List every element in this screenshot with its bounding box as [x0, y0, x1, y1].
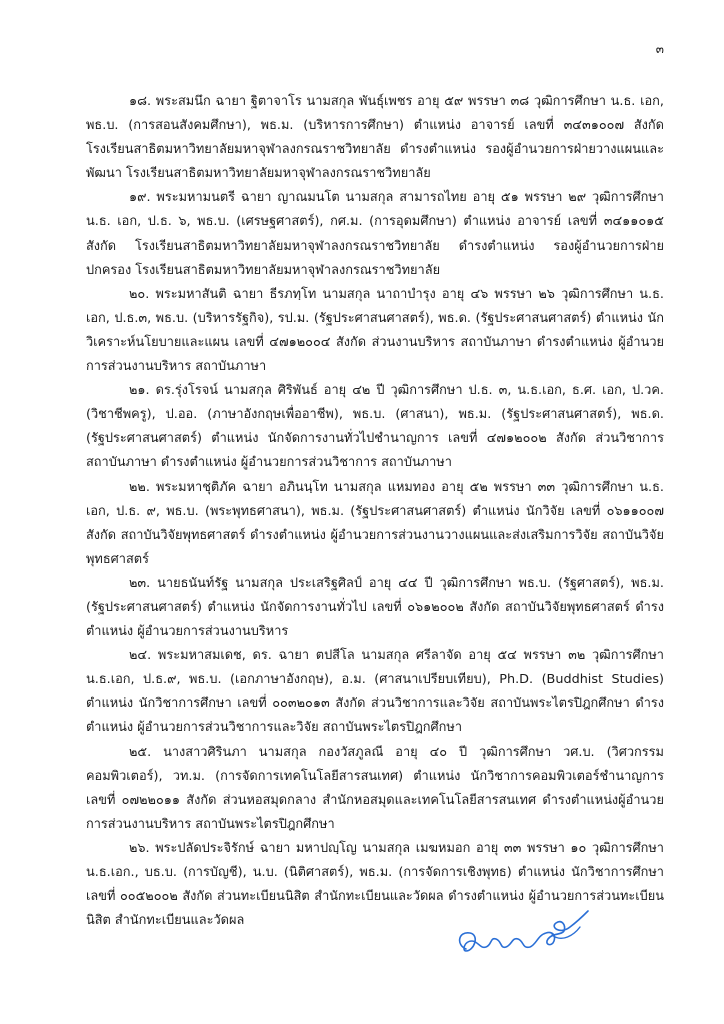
handwritten-signature — [452, 905, 612, 965]
list-item: ๒๒. พระมหาชุติภัค ฉายา อภินนฺโท นามสกุล แหมทอง อายุ ๕๒ พรรษา ๓๓ วุฒิการศึกษา น.ธ. เอก, ป.ธ. ๙, พธ.บ. (พระพุทธศาสนา), พธ.ม. (รัฐประศาสนศาสตร์) ตำแหน่ง นักวิจัย เลขที่ ๐๖๑๑๐๐๗ สังกัด สถาบันวิจัยพุทธศาสตร์ ดำรงตำแหน่ง ผู้อำนวยการส่วนงานวางแผนและส่งเสริมการวิจัย สถาบันวิจัยพุทธศาสตร์ — [86, 479, 664, 567]
page-number: ๓ — [655, 42, 664, 56]
list-item: ๒๔. พระมหาสมเดช, ดร. ฉายา ตปสีโล นามสกุล ศรีลาจัด อายุ ๕๔ พรรษา ๓๒ วุฒิการศึกษา น.ธ.เอก, ป.ธ.๙, พธ.บ. (เอกภาษาอังกฤษ), อ.ม. (ศาสนาเปรียบเทียบ), Ph.D. (Buddhist Studies) ตำแหน่ง นักวิชาการศึกษา เลขที่ ๐๐๓๒๐๑๓ สังกัด ส่วนวิชาการและวิจัย สถาบันพระไตรปิฎกศึกษา ดำรงตำแหน่ง ผู้อำนวยการส่วนวิชาการและวิจัย สถาบันพระไตรปิฎกศึกษา — [86, 648, 664, 736]
list-item: ๑๙. พระมหามนตรี ฉายา ญาณมนโต นามสกุล สามารถไทย อายุ ๕๑ พรรษา ๒๙ วุฒิการศึกษา น.ธ. เอก, ป.ธ. ๖, พธ.บ. (เศรษฐศาสตร์), กศ.ม. (การอุดมศึกษา) ตำแหน่ง อาจารย์ เลขที่ ๓๔๑๑๐๑๕ สังกัด โรงเรียนสาธิตมหาวิทยาลัยมหาจุฬาลงกรณราชวิทยาลัย ดำรงตำแหน่ง รองผู้อำนวยการฝ่ายปกครอง โรงเรียนสาธิตมหาวิทยาลัยมหาจุฬาลงกรณราชวิทยาลัย — [86, 190, 664, 278]
list-item: ๒๖. พระปลัดประจิรักษ์ ฉายา มหาปญฺโญ นามสกุล เมฆหมอก อายุ ๓๓ พรรษา ๑๐ วุฒิการศึกษา น.ธ.เอก., บธ.บ. (การบัญชี), น.บ. (นิติศาสตร์), พธ.ม. (การจัดการเชิงพุทธ) ตำแหน่ง นักวิชาการศึกษา เลขที่ ๐๐๕๒๐๐๒ สังกัด ส่วนทะเบียนนิสิต สำนักทะเบียนและวัดผล ดำรงตำแหน่ง ผู้อำนวยการส่วนทะเบียนนิสิต สำนักทะเบียนและวัดผล — [86, 840, 664, 929]
list-item: ๑๘. พระสมนึก ฉายา ฐิตาจาโร นามสกุล พันธุ์เพชร อายุ ๕๙ พรรษา ๓๘ วุฒิการศึกษา น.ธ. เอก, พธ.บ. (การสอนสังคมศึกษา), พธ.ม. (บริหารการศึกษา) ตำแหน่ง อาจารย์ เลขที่ ๓๔๓๑๐๐๗ สังกัด โรงเรียนสาธิตมหาวิทยาลัยมหาจุฬาลงกรณราชวิทยาลัย ดำรงตำแหน่ง รองผู้อำนวยการฝ่ายวางแผนและพัฒนา โรงเรียนสาธิตมหาวิทยาลัยมหาจุฬาลงกรณราชวิทยาลัย — [86, 94, 664, 182]
list-item: ๒๑. ดร.รุ่งโรจน์ นามสกุล ศิริพันธ์ อายุ ๔๒ ปี วุฒิการศึกษา ป.ธ. ๓, น.ธ.เอก, ธ.ศ. เอก, ป.วค. (วิชาชีพครู), ป.ออ. (ภาษาอังกฤษเพื่ออาชีพ), พธ.บ. (ศาสนา), พธ.ม. (รัฐประศาสนศาสตร์), พธ.ด. (รัฐประศาสนศาสตร์) ตำแหน่ง นักจัดการงานทั่วไปชำนาญการ เลขที่ ๔๗๑๒๐๐๒ สังกัด ส่วนวิชาการ สถาบันภาษา ดำรงตำแหน่ง ผู้อำนวยการส่วนวิชาการ สถาบันภาษา — [86, 383, 664, 471]
appointment-list — [86, 90, 664, 933]
list-item: ๒๓. นายธนันท์รัฐ นามสกุล ประเสริฐศิลป์ อายุ ๔๔ ปี วุฒิการศึกษา พธ.บ. (รัฐศาสตร์), พธ.ม. (รัฐประศาสนศาสตร์) ตำแหน่ง นักจัดการงานทั่วไป เลขที่ ๐๖๑๒๐๐๒ สังกัด สถาบันวิจัยพุทธศาสตร์ ดำรงตำแหน่ง ผู้อำนวยการส่วนงานบริหาร — [86, 575, 664, 640]
list-item: ๒๕. นางสาวศิรินภา นามสกุล กองวัสภูลณี อายุ ๔๐ ปี วุฒิการศึกษา วศ.บ. (วิศวกรรมคอมพิวเตอร์), วท.ม. (การจัดการเทคโนโลยีสารสนเทศ) ตำแหน่ง นักวิชาการคอมพิวเตอร์ชำนาญการ เลขที่ ๐๗๒๒๐๑๑ สังกัด ส่วนหอสมุดกลาง สำนักหอสมุดและเทคโนโลยีสารสนเทศ ดำรงตำแหน่งผู้อำนวยการส่วนงานบริหาร สถาบันพระไตรปิฎกศึกษา — [86, 744, 664, 832]
list-item: ๒๐. พระมหาสันติ ฉายา ธีรภทฺโท นามสกุล นาถาบำรุง อายุ ๔๖ พรรษา ๒๖ วุฒิการศึกษา น.ธ. เอก, ป.ธ.๓, พธ.บ. (บริหารรัฐกิจ), รป.ม. (รัฐประศาสนศาสตร์), พธ.ด. (รัฐประศาสนศาสตร์) ตำแหน่ง นักวิเคราะห์นโยบายและแผน เลขที่ ๔๗๑๒๐๐๔ สังกัด ส่วนงานบริหาร สถาบันภาษา ดำรงตำแหน่ง ผู้อำนวยการส่วนงานบริหาร สถาบันภาษา — [86, 286, 664, 375]
